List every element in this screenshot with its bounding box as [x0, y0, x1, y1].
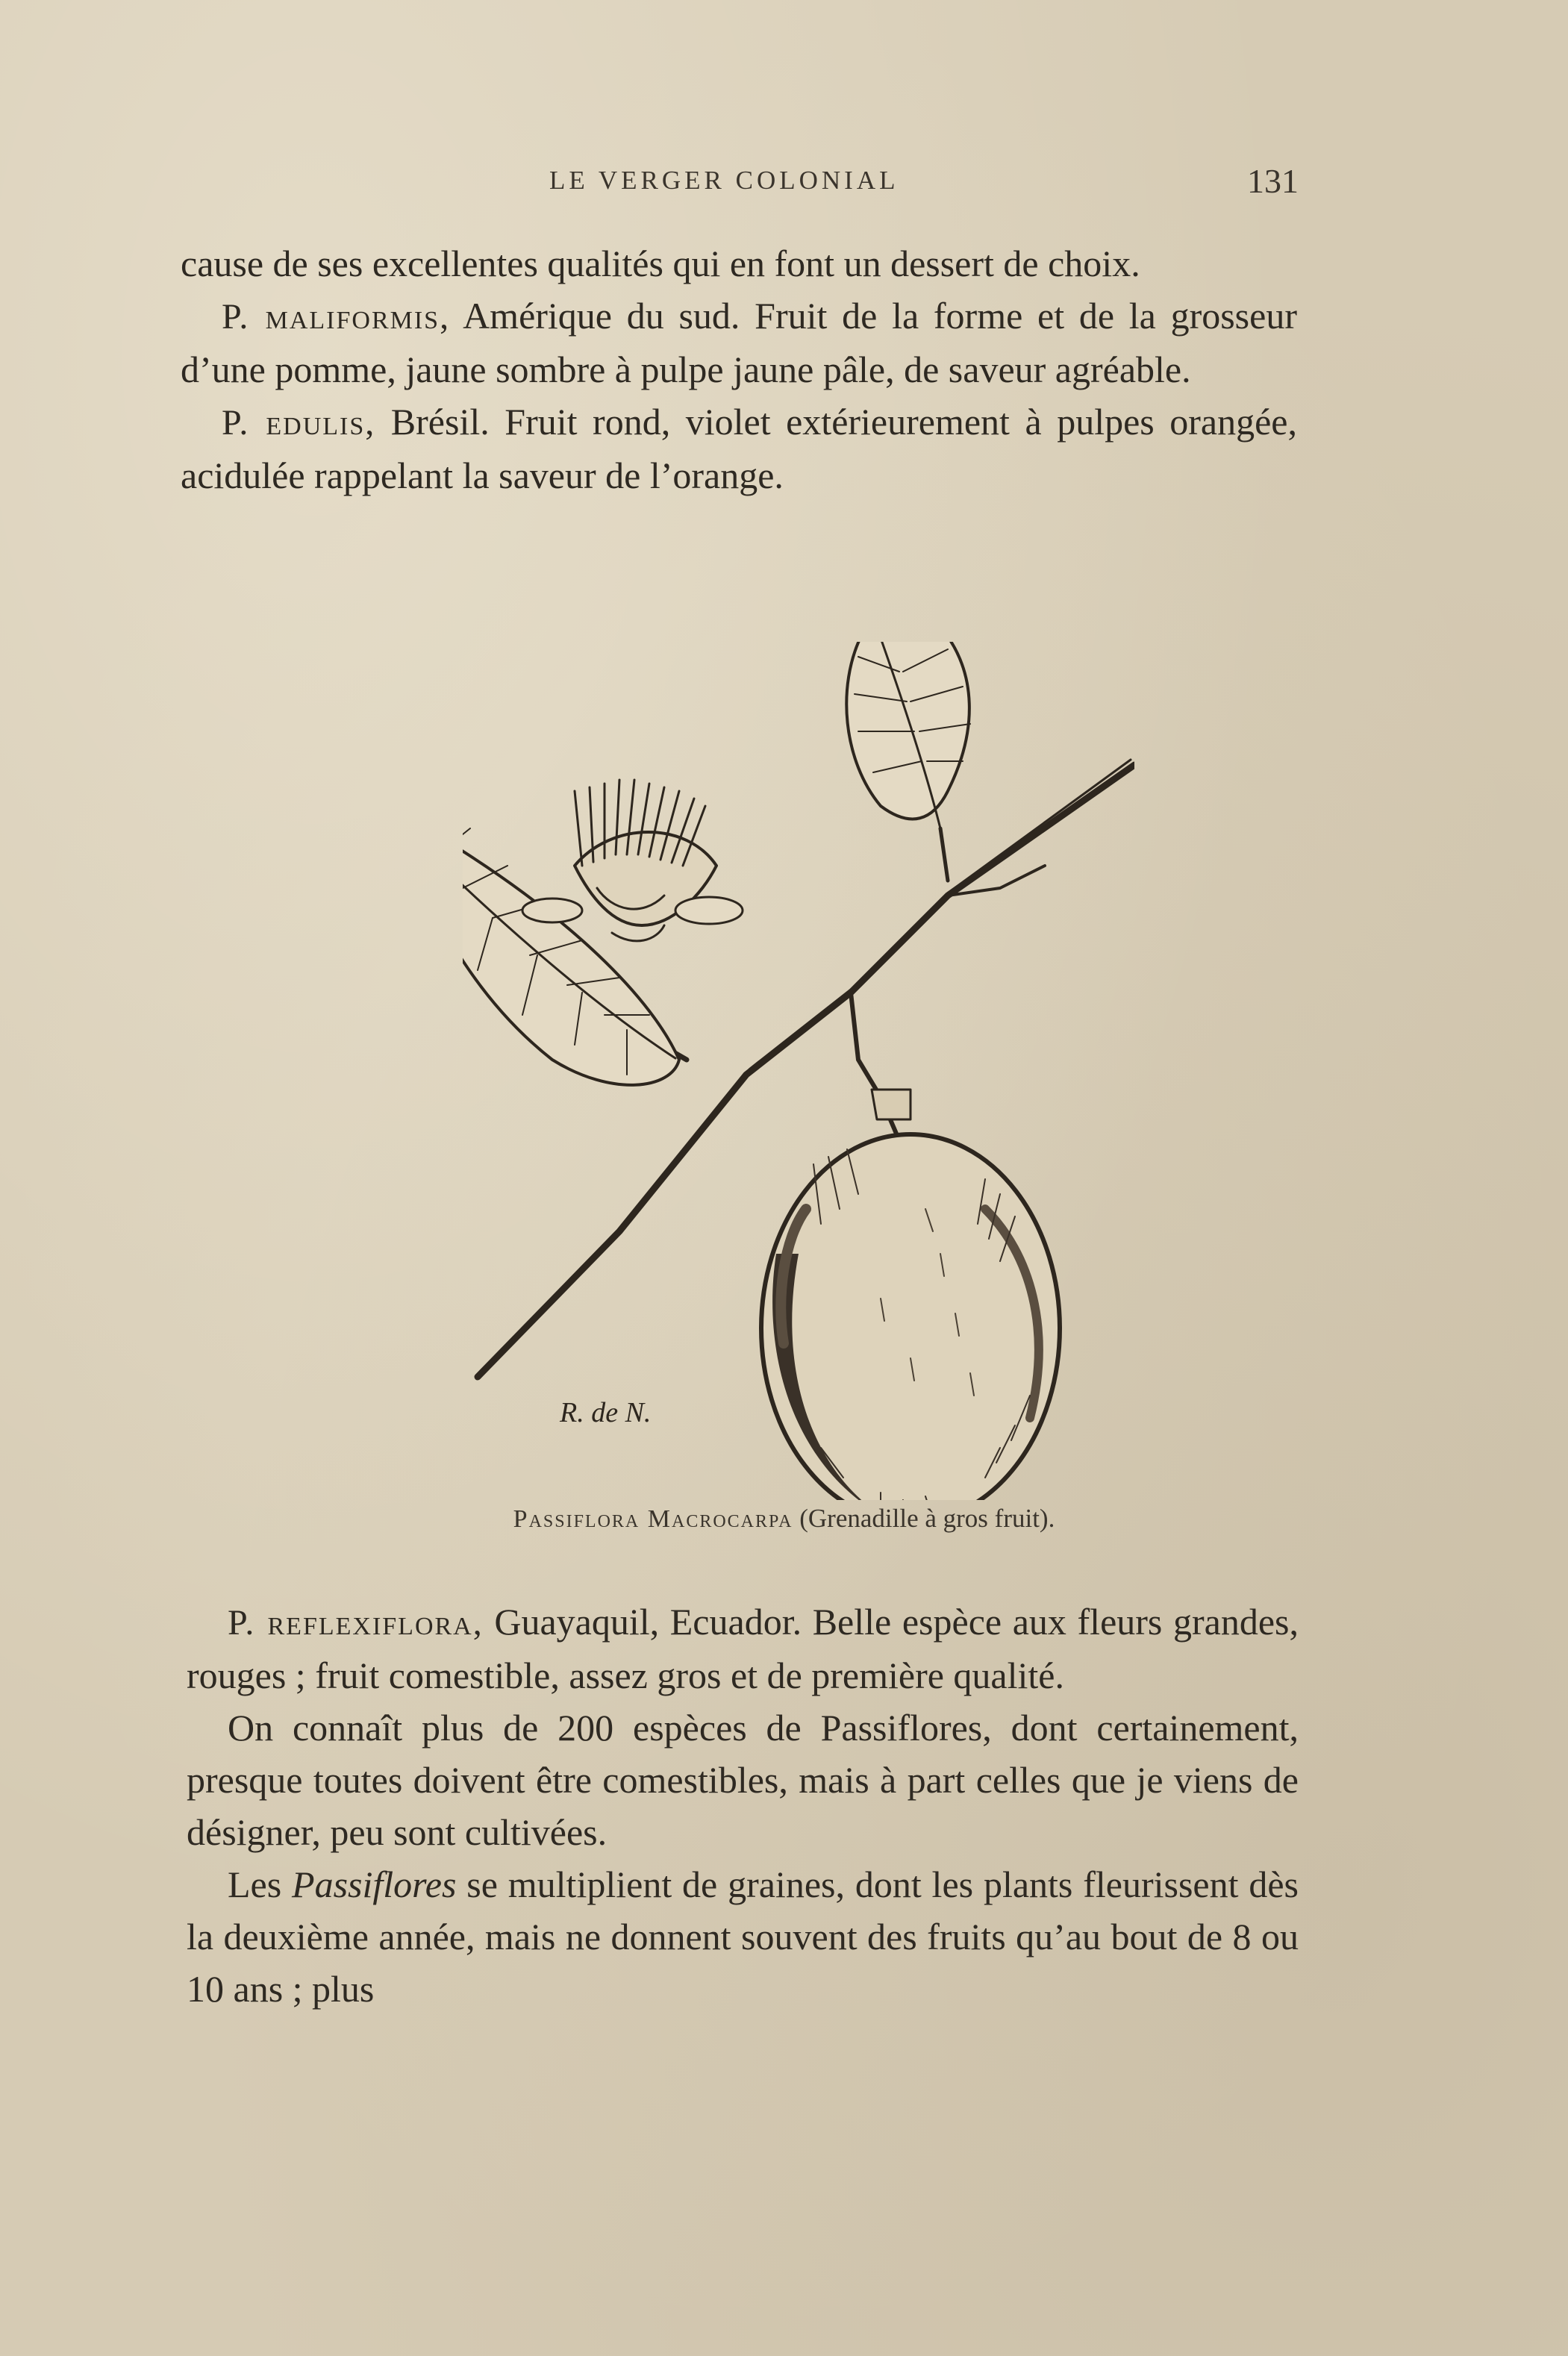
paragraph-3-text: Brésil. Fruit rond, violet extérieurement à pulpes orangée, acidulée rappelant la saveur de l’orange.	[181, 401, 1297, 496]
paragraph-4	[187, 1596, 1299, 1702]
page-header	[179, 162, 1299, 210]
paragraph-6-italic: Passiflores	[292, 1863, 457, 1905]
figure-caption	[0, 1504, 1568, 1534]
passion-flower	[522, 780, 743, 941]
top-leaf-petiole	[940, 828, 948, 881]
fruit-calyx	[872, 1090, 910, 1119]
artist-signature: R. de N.	[560, 1397, 652, 1428]
illustration-passiflora	[463, 642, 1134, 1500]
page-number: 131	[1247, 162, 1299, 200]
species-name-maliformis: P. maliformis,	[222, 297, 451, 337]
macrocarpa-fruit	[761, 1134, 1060, 1500]
paragraph-1: cause de ses excellentes qualités qui en font un dessert de choix.	[181, 243, 1140, 284]
small-shoot	[948, 866, 1045, 896]
caption-species-name: Passiflora Macrocarpa	[513, 1505, 793, 1533]
paragraph-6	[187, 1858, 1299, 2015]
paragraph-5: On connaît plus de 200 espèces de Passiflores, dont certainement, presque toutes doivent être comestibles, mais à part celles que je viens de désigner, peu sont cultivées.	[187, 1707, 1299, 1853]
species-name-edulis: P. edulis,	[222, 403, 376, 443]
paragraph-6-text: se multiplient de graines, dont les plants fleurissent dès la deuxième année, mais ne donnent souvent des fruits qu’au bout de 8 ou 10 ans ; plus	[187, 1863, 1299, 2010]
fruit-stalk	[851, 993, 903, 1149]
paragraph-6-lead: Les	[228, 1863, 293, 1905]
caption-common-name: (Grenadille à gros fruit).	[793, 1504, 1055, 1533]
species-name-reflexiflora: P. reflexiflora,	[228, 1603, 484, 1643]
paragraph-2	[181, 290, 1297, 396]
bottom-text-block	[187, 1596, 1299, 2015]
engraving-drawing	[463, 642, 1134, 1500]
paragraph-2-text: Amérique du sud. Fruit de la forme et de la grosseur d’une pomme, jaune sombre à pulpe jaune pâle, de saveur agréable.	[181, 295, 1297, 390]
paragraph-4-text: Guayaquil, Ecuador. Belle espèce aux fleurs grandes, rouges ; fruit comestible, assez gros et de première qualité.	[187, 1601, 1299, 1696]
running-title: LE VERGER COLONIAL	[549, 166, 899, 195]
top-text-block	[181, 237, 1297, 501]
paragraph-3	[181, 396, 1297, 501]
